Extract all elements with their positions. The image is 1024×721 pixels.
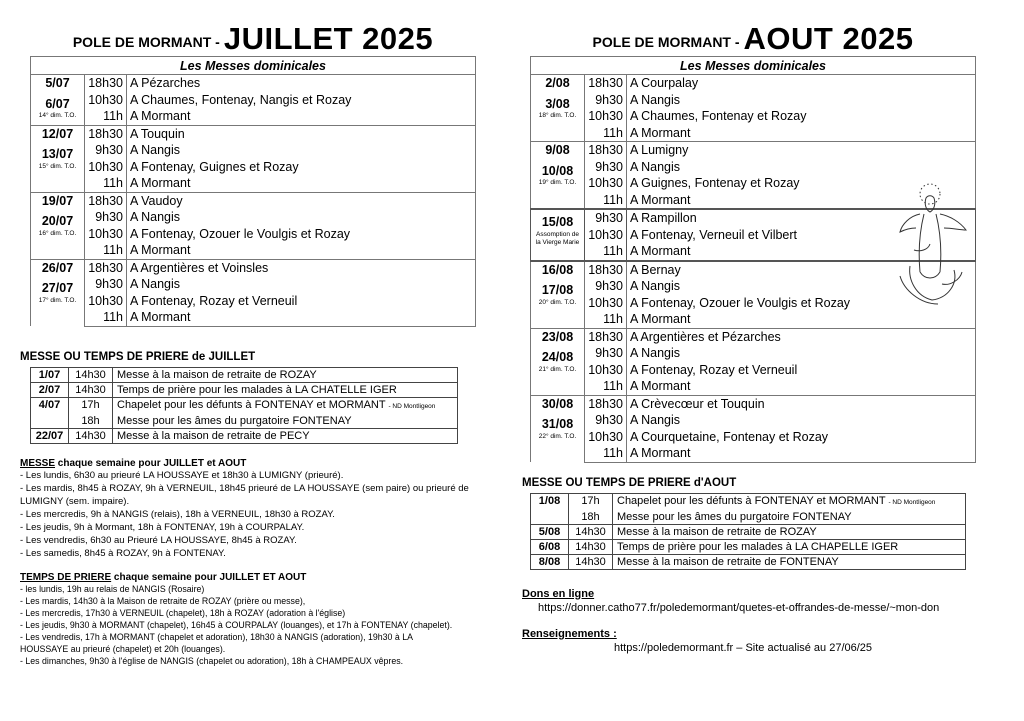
august-column — [522, 0, 976, 654]
mass-row — [31, 276, 476, 293]
prayer-text: Temps de prière pour les malades à LA CHATELLE IGER — [117, 383, 397, 396]
virgin-mary-drawing — [880, 180, 980, 310]
mass-location: A Mormant — [627, 125, 976, 142]
schedule-line: - Les jeudis, 9h30 à MORMANT (chapelet), 16h45 à COURPALAY (louanges), et 17h à FONTENAY (chapelet). — [20, 619, 453, 630]
schedule-line: - Les lundis, 6h30 au prieuré LA HOUSSAYE et 18h30 à LUMIGNY (prieuré). — [20, 469, 344, 481]
july-title — [30, 0, 476, 56]
weekly-mass-heading: MESSE chaque semaine pour JUILLET et AOUT — [20, 457, 247, 469]
mass-date: 13/07 — [41, 147, 74, 161]
prayer-date: 6/08 — [531, 539, 569, 554]
mass-date: 12/07 — [41, 126, 74, 141]
mass-row — [531, 362, 976, 379]
august-table-header: Les Messes dominicales — [531, 57, 976, 75]
mass-date-cell — [31, 259, 85, 276]
liturgical-note: Assomption de la Vierge Marie — [535, 230, 580, 246]
mass-location: A Nangis — [127, 209, 476, 226]
mass-date: 24/08 — [541, 350, 574, 364]
prayer-time: 14h30 — [69, 367, 113, 382]
mass-location: A Mormant — [627, 243, 976, 261]
weekly-mass-section — [20, 458, 490, 560]
mass-row — [531, 345, 976, 362]
mass-date: 20/07 — [41, 214, 74, 228]
mass-row — [31, 192, 476, 209]
mass-row — [531, 395, 976, 412]
mass-date: 31/08 — [541, 417, 574, 431]
prayer-text-cell — [113, 428, 458, 443]
prayer-text-cell — [113, 397, 458, 414]
mass-time: 10h30 — [88, 92, 123, 107]
schedule-line: - Les mercredis, 9h à NANGIS (relais), 18h à VERNEUIL, 18h30 à ROZAY. — [20, 508, 335, 520]
mass-date-cell — [31, 192, 85, 209]
mass-row — [531, 125, 976, 142]
info-section — [522, 628, 976, 654]
mass-time: 11h — [603, 379, 623, 393]
mass-time: 18h30 — [585, 75, 627, 92]
prayer-time: 17h — [569, 493, 613, 510]
mass-date-cell — [531, 92, 585, 142]
liturgical-note: 20° dim. T.O. — [538, 298, 577, 306]
mass-location: A Crèvecœur et Touquin — [627, 395, 976, 412]
mass-time: 10h30 — [88, 159, 123, 174]
mass-date-cell — [531, 142, 585, 159]
july-prayer-table — [30, 367, 458, 444]
august-title — [530, 0, 976, 56]
prayer-text: Messe à la maison de retraite de ROZAY — [617, 525, 817, 538]
mass-time: 11h — [85, 309, 127, 326]
donations-heading: Dons en ligne — [522, 587, 595, 600]
prayer-row — [31, 397, 458, 414]
mass-date-cell — [531, 261, 585, 279]
mass-date-cell — [531, 159, 585, 210]
prayer-time: 14h30 — [569, 539, 613, 554]
prayer-text: Messe à la maison de retraite de ROZAY — [117, 368, 317, 381]
mass-location: A Nangis — [627, 159, 976, 176]
mass-date: 17/08 — [541, 283, 574, 297]
mass-row — [31, 259, 476, 276]
mass-row — [531, 92, 976, 109]
mass-location: A Nangis — [127, 142, 476, 159]
schedule-line: - Les jeudis, 9h à Mormant, 18h à FONTENAY, 19h à COURPALAY. — [20, 521, 305, 533]
mass-row — [531, 429, 976, 446]
mass-location: A Nangis — [627, 92, 976, 109]
mass-date: 6/07 — [45, 96, 70, 111]
mass-location: A Mormant — [627, 445, 976, 462]
mass-date: 27/07 — [41, 281, 74, 295]
mass-time: 11h — [103, 243, 123, 257]
prayer-row — [31, 382, 458, 397]
info-link[interactable]: https://poledemormant.fr – Site actualisé au 27/06/25 — [614, 641, 873, 654]
mass-row — [31, 209, 476, 226]
mass-location: A Argentières et Voinsles — [127, 259, 476, 276]
schedule-line: - Les dimanches, 9h30 à l'église de NANGIS (chapelet ou adoration), 18h à CHAMPEAUX vêpres. — [20, 655, 404, 666]
prayer-date: 1/07 — [31, 367, 69, 382]
mass-time: 11h — [585, 445, 627, 462]
prayer-text-cell — [613, 493, 966, 510]
mass-time: 10h30 — [588, 176, 623, 190]
mass-row — [31, 175, 476, 192]
july-title-prefix: POLE DE MORMANT - — [72, 34, 220, 50]
mass-location: A Rampillon — [627, 209, 976, 227]
mass-time: 9h30 — [595, 159, 623, 174]
prayer-time: 14h30 — [69, 382, 113, 397]
mass-time: 10h30 — [588, 109, 623, 123]
mass-time: 18h30 — [585, 328, 627, 345]
mass-row — [531, 445, 976, 462]
prayer-text-cell — [613, 554, 966, 569]
mass-location: A Courpalay — [627, 75, 976, 92]
prayer-date: 22/07 — [31, 428, 69, 443]
mass-time: 10h30 — [588, 429, 623, 444]
prayer-text: Chapelet pour les défunts à FONTENAY et MORMANT — [117, 398, 386, 411]
prayer-row — [31, 414, 458, 429]
prayer-time: 18h — [69, 414, 113, 429]
prayer-note: - ND Montligeon — [888, 498, 936, 506]
mass-location: A Mormant — [627, 378, 976, 395]
mass-date: 9/08 — [545, 143, 570, 157]
mass-row — [531, 311, 976, 328]
prayer-text-cell — [613, 539, 966, 554]
schedule-line: - Les mardis, 8h45 à ROZAY, 9h à VERNEUIL, 18h45 prieuré de LA HOUSSAYE (sem paire) ou prieuré de LUMIGNY (sem. impaire). — [20, 482, 469, 507]
prayer-time: 18h — [569, 510, 613, 525]
prayer-row — [531, 524, 966, 539]
mass-row — [531, 412, 976, 429]
prayer-time: 17h — [69, 397, 113, 414]
mass-location: A Courquetaine, Fontenay et Rozay — [627, 429, 976, 446]
schedule-line: - Les mardis, 14h30 à la Maison de retraite de ROZAY (prière ou messe), — [20, 595, 306, 606]
july-masses-table — [30, 56, 476, 327]
mass-time: 9h30 — [595, 346, 623, 360]
july-table-header: Les Messes dominicales — [31, 57, 476, 75]
august-prayer-title: MESSE OU TEMPS DE PRIERE d'AOUT — [522, 476, 737, 489]
prayer-row — [531, 539, 966, 554]
mass-time: 18h30 — [85, 125, 127, 142]
mass-location: A Mormant — [127, 242, 476, 259]
mass-location: A Bernay — [627, 261, 976, 279]
prayer-text-cell — [613, 524, 966, 539]
mass-location: A Lumigny — [627, 142, 976, 159]
mass-location: A Pézarches — [127, 75, 476, 92]
august-prayer-table — [530, 493, 966, 570]
liturgical-note: 18° dim. T.O. — [538, 112, 577, 119]
july-prayer-title: MESSE OU TEMPS DE PRIERE de JUILLET — [20, 350, 256, 363]
mass-time: 18h30 — [585, 261, 627, 279]
mass-date-cell — [531, 278, 585, 328]
liturgical-note: 17° dim. T.O. — [38, 296, 77, 304]
liturgical-note: 21° dim. T.O. — [538, 365, 577, 373]
mass-date-cell — [531, 395, 585, 412]
mass-date: 5/07 — [45, 76, 70, 90]
mass-row — [31, 226, 476, 243]
schedule-line: - Les vendredis, 6h30 au Prieuré LA HOUSSAYE, 8h45 à ROZAY. — [20, 534, 297, 546]
prayer-date: 8/08 — [531, 554, 569, 569]
mass-date-cell — [531, 209, 585, 261]
mass-location: A Fontenay, Rozay et Verneuil — [127, 293, 476, 310]
mass-date-cell — [531, 412, 585, 462]
mass-row — [531, 142, 976, 159]
mass-row — [31, 75, 476, 92]
mass-date: 10/08 — [541, 163, 574, 178]
mass-date-cell — [531, 345, 585, 395]
mass-time: 18h30 — [85, 259, 127, 276]
mass-location: A Guignes, Fontenay et Rozay — [627, 175, 976, 192]
mass-row — [31, 125, 476, 142]
mass-row — [531, 378, 976, 395]
mass-time: 10h30 — [588, 227, 623, 242]
mass-location: A Fontenay, Rozay et Verneuil — [627, 362, 976, 379]
prayer-time: 14h30 — [569, 524, 613, 539]
prayer-text-cell — [113, 382, 458, 397]
mass-date: 30/08 — [541, 396, 574, 411]
prayer-text: Messe à la maison de retraite de FONTENAY — [617, 555, 839, 568]
liturgical-note: 15° dim. T.O. — [38, 162, 77, 170]
mass-time: 18h30 — [585, 142, 627, 159]
mass-date: 16/08 — [541, 262, 574, 277]
mass-time: 10h30 — [588, 362, 623, 377]
august-title-prefix: POLE DE MORMANT - — [592, 34, 740, 50]
mass-date: 2/08 — [545, 76, 570, 90]
mass-date-cell — [31, 75, 85, 92]
mass-row — [31, 242, 476, 259]
prayer-text: Chapelet pour les défunts à FONTENAY et MORMANT — [617, 494, 886, 507]
mass-location: A Mormant — [127, 108, 476, 125]
prayer-row — [531, 554, 966, 569]
mass-time: 10h30 — [588, 295, 623, 310]
prayer-date: 1/08 — [531, 493, 569, 524]
mass-location: A Fontenay, Verneuil et Vilbert — [627, 227, 976, 244]
mass-location: A Argentières et Pézarches — [627, 328, 976, 345]
mass-row — [31, 142, 476, 159]
mass-date: 15/08 — [541, 215, 574, 229]
mass-row — [531, 75, 976, 92]
schedule-line: - Les mercredis, 17h30 à VERNEUIL (chapelet), 18h à ROZAY (adoration à l'église) — [20, 607, 346, 618]
mass-date: 23/08 — [541, 329, 574, 344]
liturgical-note: 14° dim. T.O. — [38, 112, 77, 119]
august-title-main: AOUT 2025 — [743, 21, 914, 56]
mass-location: A Nangis — [127, 276, 476, 293]
mass-time: 9h30 — [585, 209, 627, 227]
july-title-main: JUILLET 2025 — [223, 21, 434, 56]
liturgical-note: 16° dim. T.O. — [38, 229, 77, 237]
prayer-date: 5/08 — [531, 524, 569, 539]
prayer-date: 4/07 — [31, 397, 69, 428]
mass-location: A Mormant — [627, 192, 976, 210]
prayer-row — [31, 367, 458, 382]
mass-location: A Chaumes, Fontenay et Rozay — [627, 108, 976, 125]
donations-section — [522, 588, 976, 614]
donations-link[interactable]: https://donner.catho77.fr/poledemormant/quetes-et-offrandes-de-messe/~mon-don — [538, 601, 940, 614]
mass-time: 9h30 — [95, 277, 123, 291]
mass-time: 11h — [603, 312, 623, 326]
schedule-line: - Les vendredis, 17h à MORMANT (chapelet et adoration), 18h30 à NANGIS (adoration), 19h30 à LA HOUSSAYE au prieuré (chapelet) et 20h (louanges). — [20, 631, 413, 654]
mass-row — [531, 159, 976, 176]
mass-date: 26/07 — [41, 260, 74, 275]
mass-location: A Mormant — [127, 309, 476, 326]
mass-location: A Fontenay, Ozouer le Voulgis et Rozay — [127, 226, 476, 243]
mass-time: 9h30 — [595, 92, 623, 107]
august-prayer-section — [522, 477, 976, 570]
mass-time: 11h — [603, 192, 623, 207]
mass-location: A Vaudoy — [127, 192, 476, 209]
mass-date-cell — [31, 142, 85, 192]
schedule-line: - les lundis, 19h au relais de NANGIS (Rosaire) — [20, 583, 205, 594]
mass-location: A Fontenay, Ozouer le Voulgis et Rozay — [627, 295, 976, 312]
mass-row — [531, 108, 976, 125]
prayer-date: 2/07 — [31, 382, 69, 397]
mass-location: A Chaumes, Fontenay, Nangis et Rozay — [127, 92, 476, 109]
mass-location: A Nangis — [627, 412, 976, 429]
mass-time: 11h — [603, 244, 623, 258]
mass-time: 9h30 — [595, 279, 623, 293]
mass-time: 11h — [103, 109, 123, 123]
mass-time: 18h30 — [85, 192, 127, 209]
liturgical-note: 19° dim. T.O. — [538, 179, 577, 186]
mass-date: 19/07 — [41, 193, 74, 208]
mass-date-cell — [531, 75, 585, 92]
mass-location: A Nangis — [627, 345, 976, 362]
mass-date-cell — [31, 125, 85, 142]
mass-location: A Touquin — [127, 125, 476, 142]
prayer-row — [31, 428, 458, 443]
prayer-row — [531, 510, 966, 525]
mass-time: 18h30 — [585, 395, 627, 412]
mass-time: 11h — [603, 125, 623, 140]
mass-date: 3/08 — [545, 96, 570, 111]
prayer-text: Temps de prière pour les malades à LA CHAPELLE IGER — [617, 540, 899, 553]
mass-row — [31, 108, 476, 125]
mass-row — [531, 328, 976, 345]
mass-time: 9h30 — [95, 210, 123, 224]
prayer-text-cell — [113, 367, 458, 382]
mass-date-cell — [31, 209, 85, 259]
mass-location: A Nangis — [627, 278, 976, 295]
prayer-row — [531, 493, 966, 510]
july-prayer-section — [20, 351, 476, 444]
info-heading: Renseignements : — [522, 627, 617, 640]
mass-row — [31, 293, 476, 310]
prayer-time: 14h30 — [569, 554, 613, 569]
mass-row — [31, 309, 476, 326]
mass-date-cell — [31, 276, 85, 326]
prayer-note: - ND Montligeon — [388, 402, 436, 410]
weekly-prayer-section — [20, 572, 460, 667]
mass-row — [31, 159, 476, 176]
prayer-text: Messe à la maison de retraite de PECY — [117, 429, 310, 442]
mass-location: A Fontenay, Guignes et Rozay — [127, 159, 476, 176]
july-column — [20, 0, 476, 667]
mass-location: A Mormant — [627, 311, 976, 328]
mass-time: 18h30 — [85, 75, 127, 92]
mass-date-cell — [531, 328, 585, 345]
prayer-text: Messe pour les âmes du purgatoire FONTENAY — [113, 414, 458, 429]
liturgical-note: 22° dim. T.O. — [538, 432, 577, 440]
mass-row — [31, 92, 476, 109]
prayer-text: Messe pour les âmes du purgatoire FONTENAY — [613, 510, 966, 525]
prayer-time: 14h30 — [69, 428, 113, 443]
mass-date-cell — [31, 92, 85, 126]
mass-location: A Mormant — [127, 175, 476, 192]
mass-time: 11h — [103, 176, 123, 190]
mass-time: 10h30 — [88, 226, 123, 241]
mass-time: 9h30 — [95, 143, 123, 157]
weekly-prayer-heading: TEMPS DE PRIERE chaque semaine pour JUILLET ET AOUT — [20, 571, 307, 583]
mass-time: 10h30 — [88, 293, 123, 308]
mass-time: 9h30 — [595, 413, 623, 427]
schedule-line: - Les samedis, 8h45 à ROZAY, 9h à FONTENAY. — [20, 547, 226, 559]
